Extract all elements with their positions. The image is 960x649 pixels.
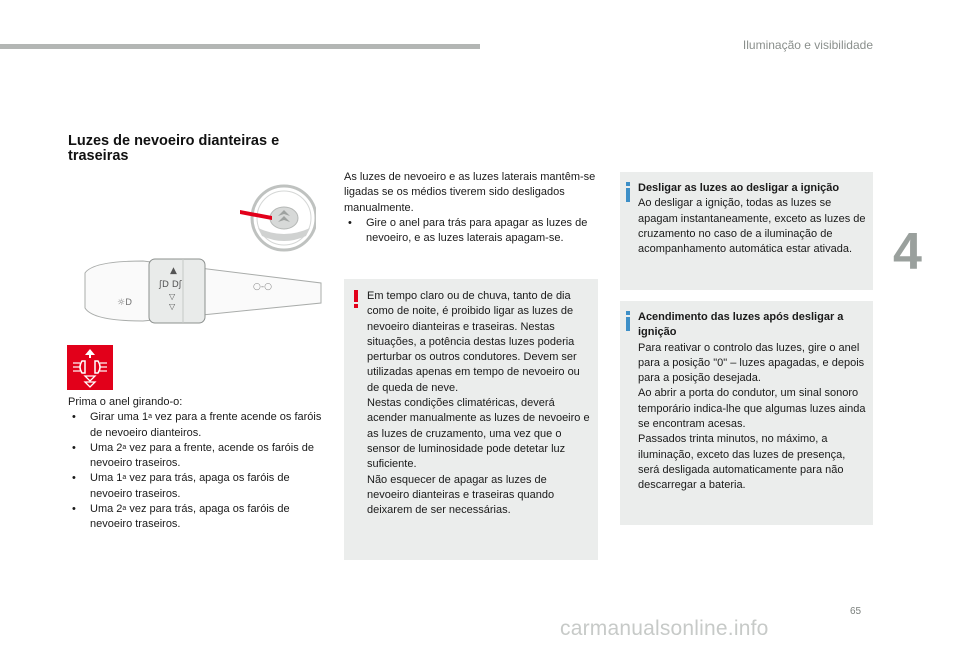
info-title: Desligar as luzes ao desligar a ignição bbox=[638, 182, 840, 194]
info-box-ignition-off bbox=[620, 172, 873, 290]
list-item: • Girar uma 1$^a$ vez para a frente acende os faróis de nevoeiro dianteiros. bbox=[68, 410, 326, 441]
lighting-stalk-illustration bbox=[83, 253, 323, 328]
page-number: 65 bbox=[850, 606, 862, 617]
section-title: Iluminação e visibilidade bbox=[742, 38, 873, 52]
info-title: Acendimento das luzes após desligar a ignição bbox=[638, 311, 844, 339]
fog-ring-instructions bbox=[68, 395, 326, 533]
warning-line: Não esquecer de apagar as luzes de nevoeiro dianteiras e traseiras quando deixarem de ser necessárias. bbox=[367, 473, 555, 517]
svg-text:▽: ▽ bbox=[169, 292, 176, 301]
control-stalk-highlight bbox=[240, 210, 272, 220]
fog-lights-note bbox=[344, 170, 600, 246]
svg-text:☼D: ☼D bbox=[117, 298, 132, 308]
info-body: Ao desligar a ignição, todas as luzes se apagam instantaneamente, exceto as luzes de cruzamento no caso de a iluminação de acompanhamento automática estar ativada. bbox=[638, 197, 866, 256]
watermark: carmanualsonline.info bbox=[560, 617, 769, 640]
svg-text:○-○: ○-○ bbox=[253, 282, 272, 292]
page-heading: Luzes de nevoeiro dianteiras e traseiras bbox=[68, 133, 280, 164]
list-item: • Uma 2$^a$ vez para a frente, acende os faróis de nevoeiro traseiros. bbox=[68, 441, 326, 472]
steering-wheel-illustration bbox=[236, 180, 316, 255]
warning-line: Nestas condições climatéricas, deverá acender manualmente as luzes de nevoeiro e as luzes de cruzamento, uma vez que o sensor de luminosidade pode detetar luz suficiente. bbox=[367, 397, 590, 471]
list-item: • Gire o anel para trás para apagar as luzes de nevoeiro, e as luzes laterais apagam-se. bbox=[344, 216, 600, 247]
warning-box bbox=[344, 279, 598, 560]
fog-light-button-icon bbox=[67, 345, 113, 390]
svg-text:▲: ▲ bbox=[170, 266, 177, 276]
intro-text: Prima o anel girando-o: bbox=[68, 396, 183, 408]
header-bar bbox=[0, 44, 480, 49]
col2-paragraph: As luzes de nevoeiro e as luzes laterais mantêm-se ligadas se os médios tiverem sido desligados manualmente. bbox=[344, 171, 596, 214]
col2-list bbox=[344, 216, 600, 247]
info-icon bbox=[626, 182, 630, 202]
svg-text:▽: ▽ bbox=[169, 302, 176, 311]
list-item: • Uma 2$^a$ vez para trás, apaga os faróis de nevoeiro traseiros. bbox=[68, 502, 326, 533]
info-line: Para reativar o controlo das luzes, gire o anel para a posição "0" – luzes apagadas, e depois para a posição desejada. bbox=[638, 341, 865, 385]
info-icon bbox=[626, 311, 630, 331]
steps-list bbox=[68, 410, 326, 532]
warning-line: Em tempo claro ou de chuva, tanto de dia como de noite, é proibido ligar as luzes de nevoeiro dianteiras e traseiras. Nestas situações, a potência destas luzes poderia perturbar os outros condutores. Devem ser utilizadas apenas em tempo de nevoeiro ou de queda de neve. bbox=[367, 290, 580, 394]
warning-icon bbox=[354, 290, 358, 307]
info-line: Ao abrir a porta do condutor, um sinal sonoro temporário indica-lhe que algumas luzes ainda se encontram acesas. bbox=[638, 387, 866, 431]
chapter-number: 4 bbox=[893, 223, 922, 281]
svg-text:ʃD Dʃ: ʃD Dʃ bbox=[159, 280, 182, 290]
list-item: • Uma 1$^a$ vez para trás, apaga os faróis de nevoeiro traseiros. bbox=[68, 471, 326, 502]
info-line: Passados trinta minutos, no máximo, a iluminação, exceto das luzes de presença, será desligada automaticamente para não descarregar a bateria. bbox=[638, 433, 846, 492]
info-box-lights-after-ignition bbox=[620, 301, 873, 525]
